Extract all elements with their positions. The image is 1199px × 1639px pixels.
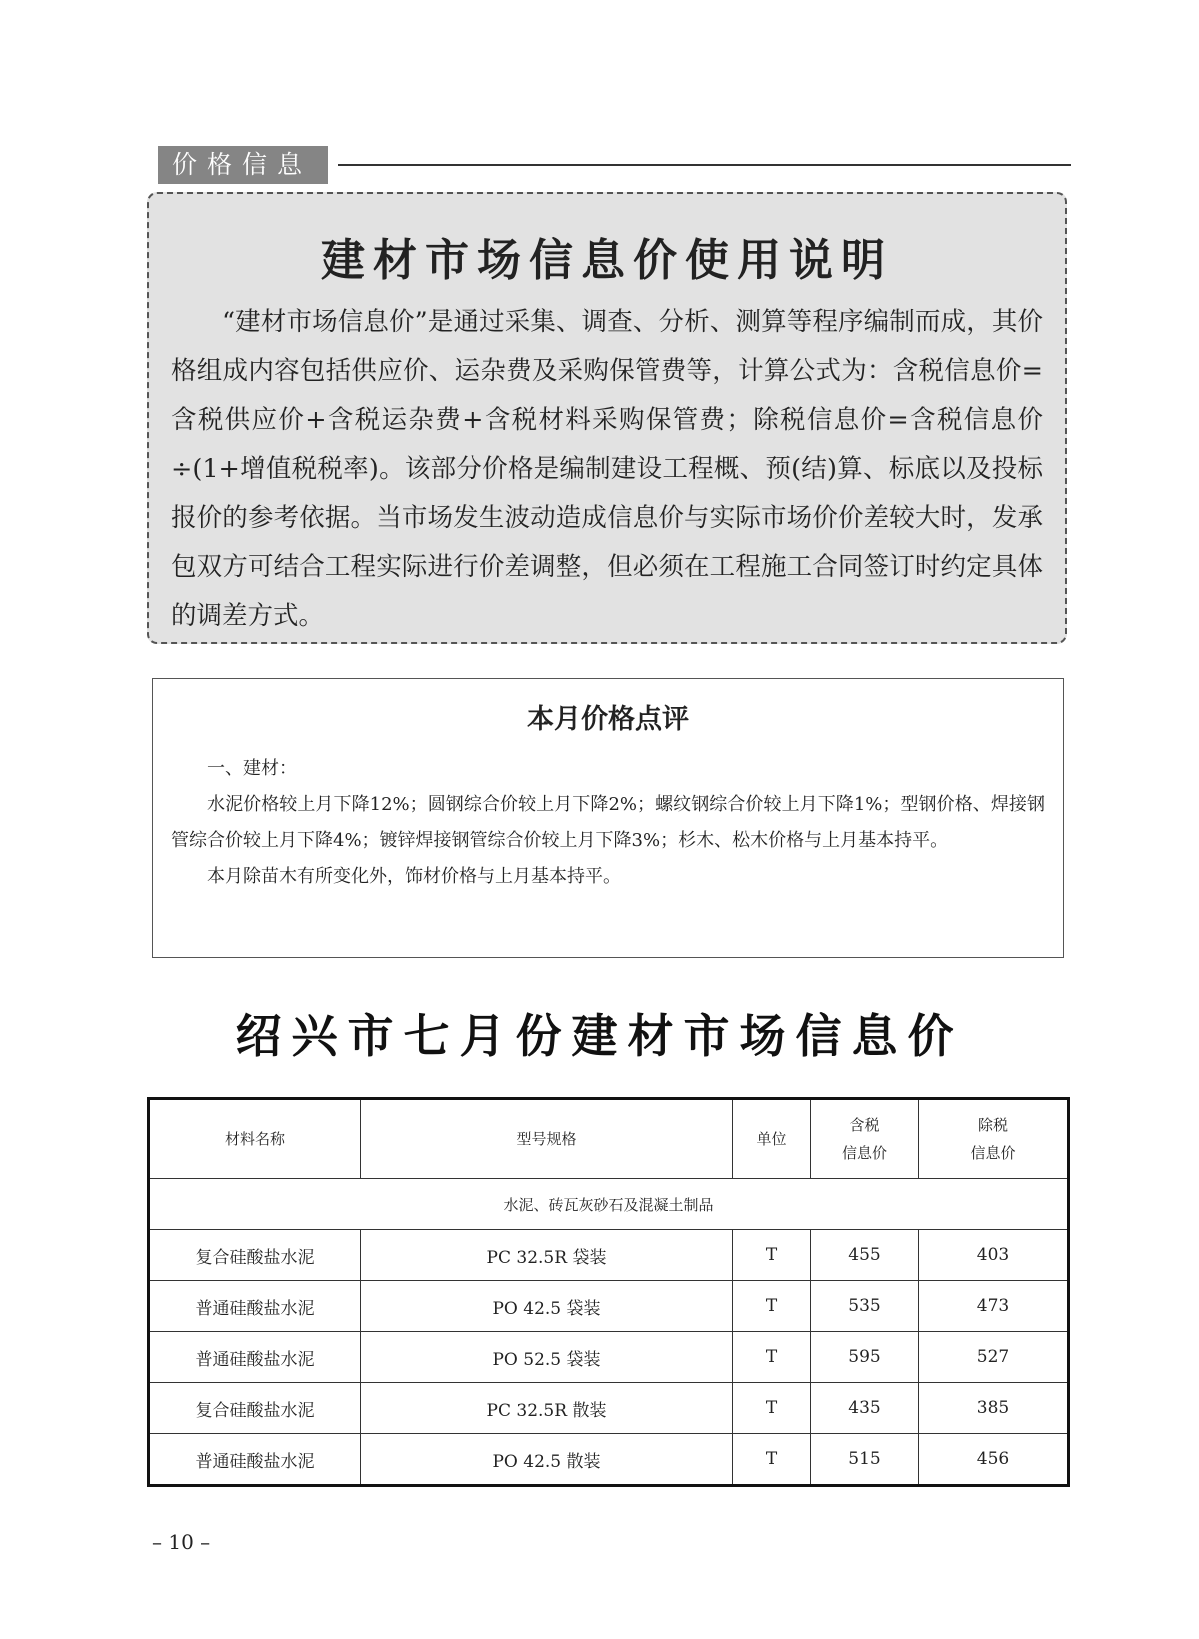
review-title: 本月价格点评 [527, 704, 689, 735]
usage-notice-box [147, 192, 1067, 644]
table-row [149, 1434, 1069, 1486]
header-tax-included [811, 1099, 919, 1179]
table-row [149, 1281, 1069, 1332]
header-tax-included-line1: 含税 [849, 1116, 880, 1134]
cell-spec: PO 52.5 袋装 [361, 1332, 733, 1383]
cell-name: 复合硅酸盐水泥 [149, 1230, 361, 1281]
price-list-title: 绍兴市七月份建材市场信息价 [235, 1009, 964, 1063]
header-tax-excluded-line1: 除税 [977, 1116, 1008, 1134]
cell-price-excl: 385 [919, 1383, 1069, 1434]
cell-unit: T [733, 1281, 811, 1332]
header-unit: 单位 [733, 1099, 811, 1179]
cell-unit: T [733, 1230, 811, 1281]
review-paragraph: 一、建材： [207, 758, 297, 779]
cell-price-excl: 456 [919, 1434, 1069, 1486]
review-text [171, 751, 1045, 895]
cell-spec: PC 32.5R 散装 [361, 1383, 733, 1434]
cell-price-excl: 403 [919, 1230, 1069, 1281]
cell-name: 复合硅酸盐水泥 [149, 1383, 361, 1434]
header-tax-included-line2: 信息价 [841, 1144, 887, 1162]
table-row [149, 1383, 1069, 1434]
cell-unit: T [733, 1332, 811, 1383]
cell-price-incl: 535 [811, 1281, 919, 1332]
cell-price-incl: 455 [811, 1230, 919, 1281]
section-label: 价格信息 [158, 146, 328, 184]
header-tax-excluded [919, 1099, 1069, 1179]
category-label: 水泥、砖瓦灰砂石及混凝土制品 [149, 1179, 1069, 1230]
table-row [149, 1230, 1069, 1281]
review-paragraph: 水泥价格较上月下降12%；圆钢综合价较上月下降2%；螺纹钢综合价较上月下降1%；型钢价格、焊接钢管综合价较上月下降4%；镀锌焊接钢管综合价较上月下降3%；杉木、松木价格与上月基本持平。 [171, 794, 1045, 851]
header-name: 材料名称 [149, 1099, 361, 1179]
cell-name: 普通硅酸盐水泥 [149, 1332, 361, 1383]
cell-price-excl: 527 [919, 1332, 1069, 1383]
cell-name: 普通硅酸盐水泥 [149, 1434, 361, 1486]
cell-price-incl: 595 [811, 1332, 919, 1383]
cell-unit: T [733, 1383, 811, 1434]
monthly-review-box [152, 678, 1064, 958]
cell-unit: T [733, 1434, 811, 1486]
section-rule [338, 164, 1071, 166]
table-category-row [149, 1179, 1069, 1230]
usage-text: “建材市场信息价”是通过采集、调查、分析、测算等程序编制而成，其价格组成内容包括供应价、运杂费及采购保管费等，计算公式为：含税信息价=含税供应价+含税运杂费+含税材料采购保管费；除税信息价=含税信息价÷(1+增值税税率)。该部分价格是编制建设工程概、预(结)算、标底以及投标报价的参考依据。当市场发生波动造成信息价与实际市场价价差较大时，发承包双方可结合工程实际进行价差调整，但必须在工程施工合同签订时约定具体的调差方式。 [171, 307, 1043, 631]
usage-title: 建材市场信息价使用说明 [321, 235, 893, 286]
table-row [149, 1332, 1069, 1383]
header-spec: 型号规格 [361, 1099, 733, 1179]
header-tax-excluded-line2: 信息价 [970, 1144, 1016, 1162]
cell-price-incl: 435 [811, 1383, 919, 1434]
cell-price-excl: 473 [919, 1281, 1069, 1332]
table-header-row [149, 1099, 1069, 1179]
cell-spec: PO 42.5 散装 [361, 1434, 733, 1486]
review-paragraph: 本月除苗木有所变化外，饰材价格与上月基本持平。 [207, 866, 621, 887]
cell-spec: PO 42.5 袋装 [361, 1281, 733, 1332]
cell-name: 普通硅酸盐水泥 [149, 1281, 361, 1332]
price-table [147, 1097, 1070, 1487]
page-number: – 10 – [152, 1530, 211, 1554]
cell-spec: PC 32.5R 袋装 [361, 1230, 733, 1281]
cell-price-incl: 515 [811, 1434, 919, 1486]
